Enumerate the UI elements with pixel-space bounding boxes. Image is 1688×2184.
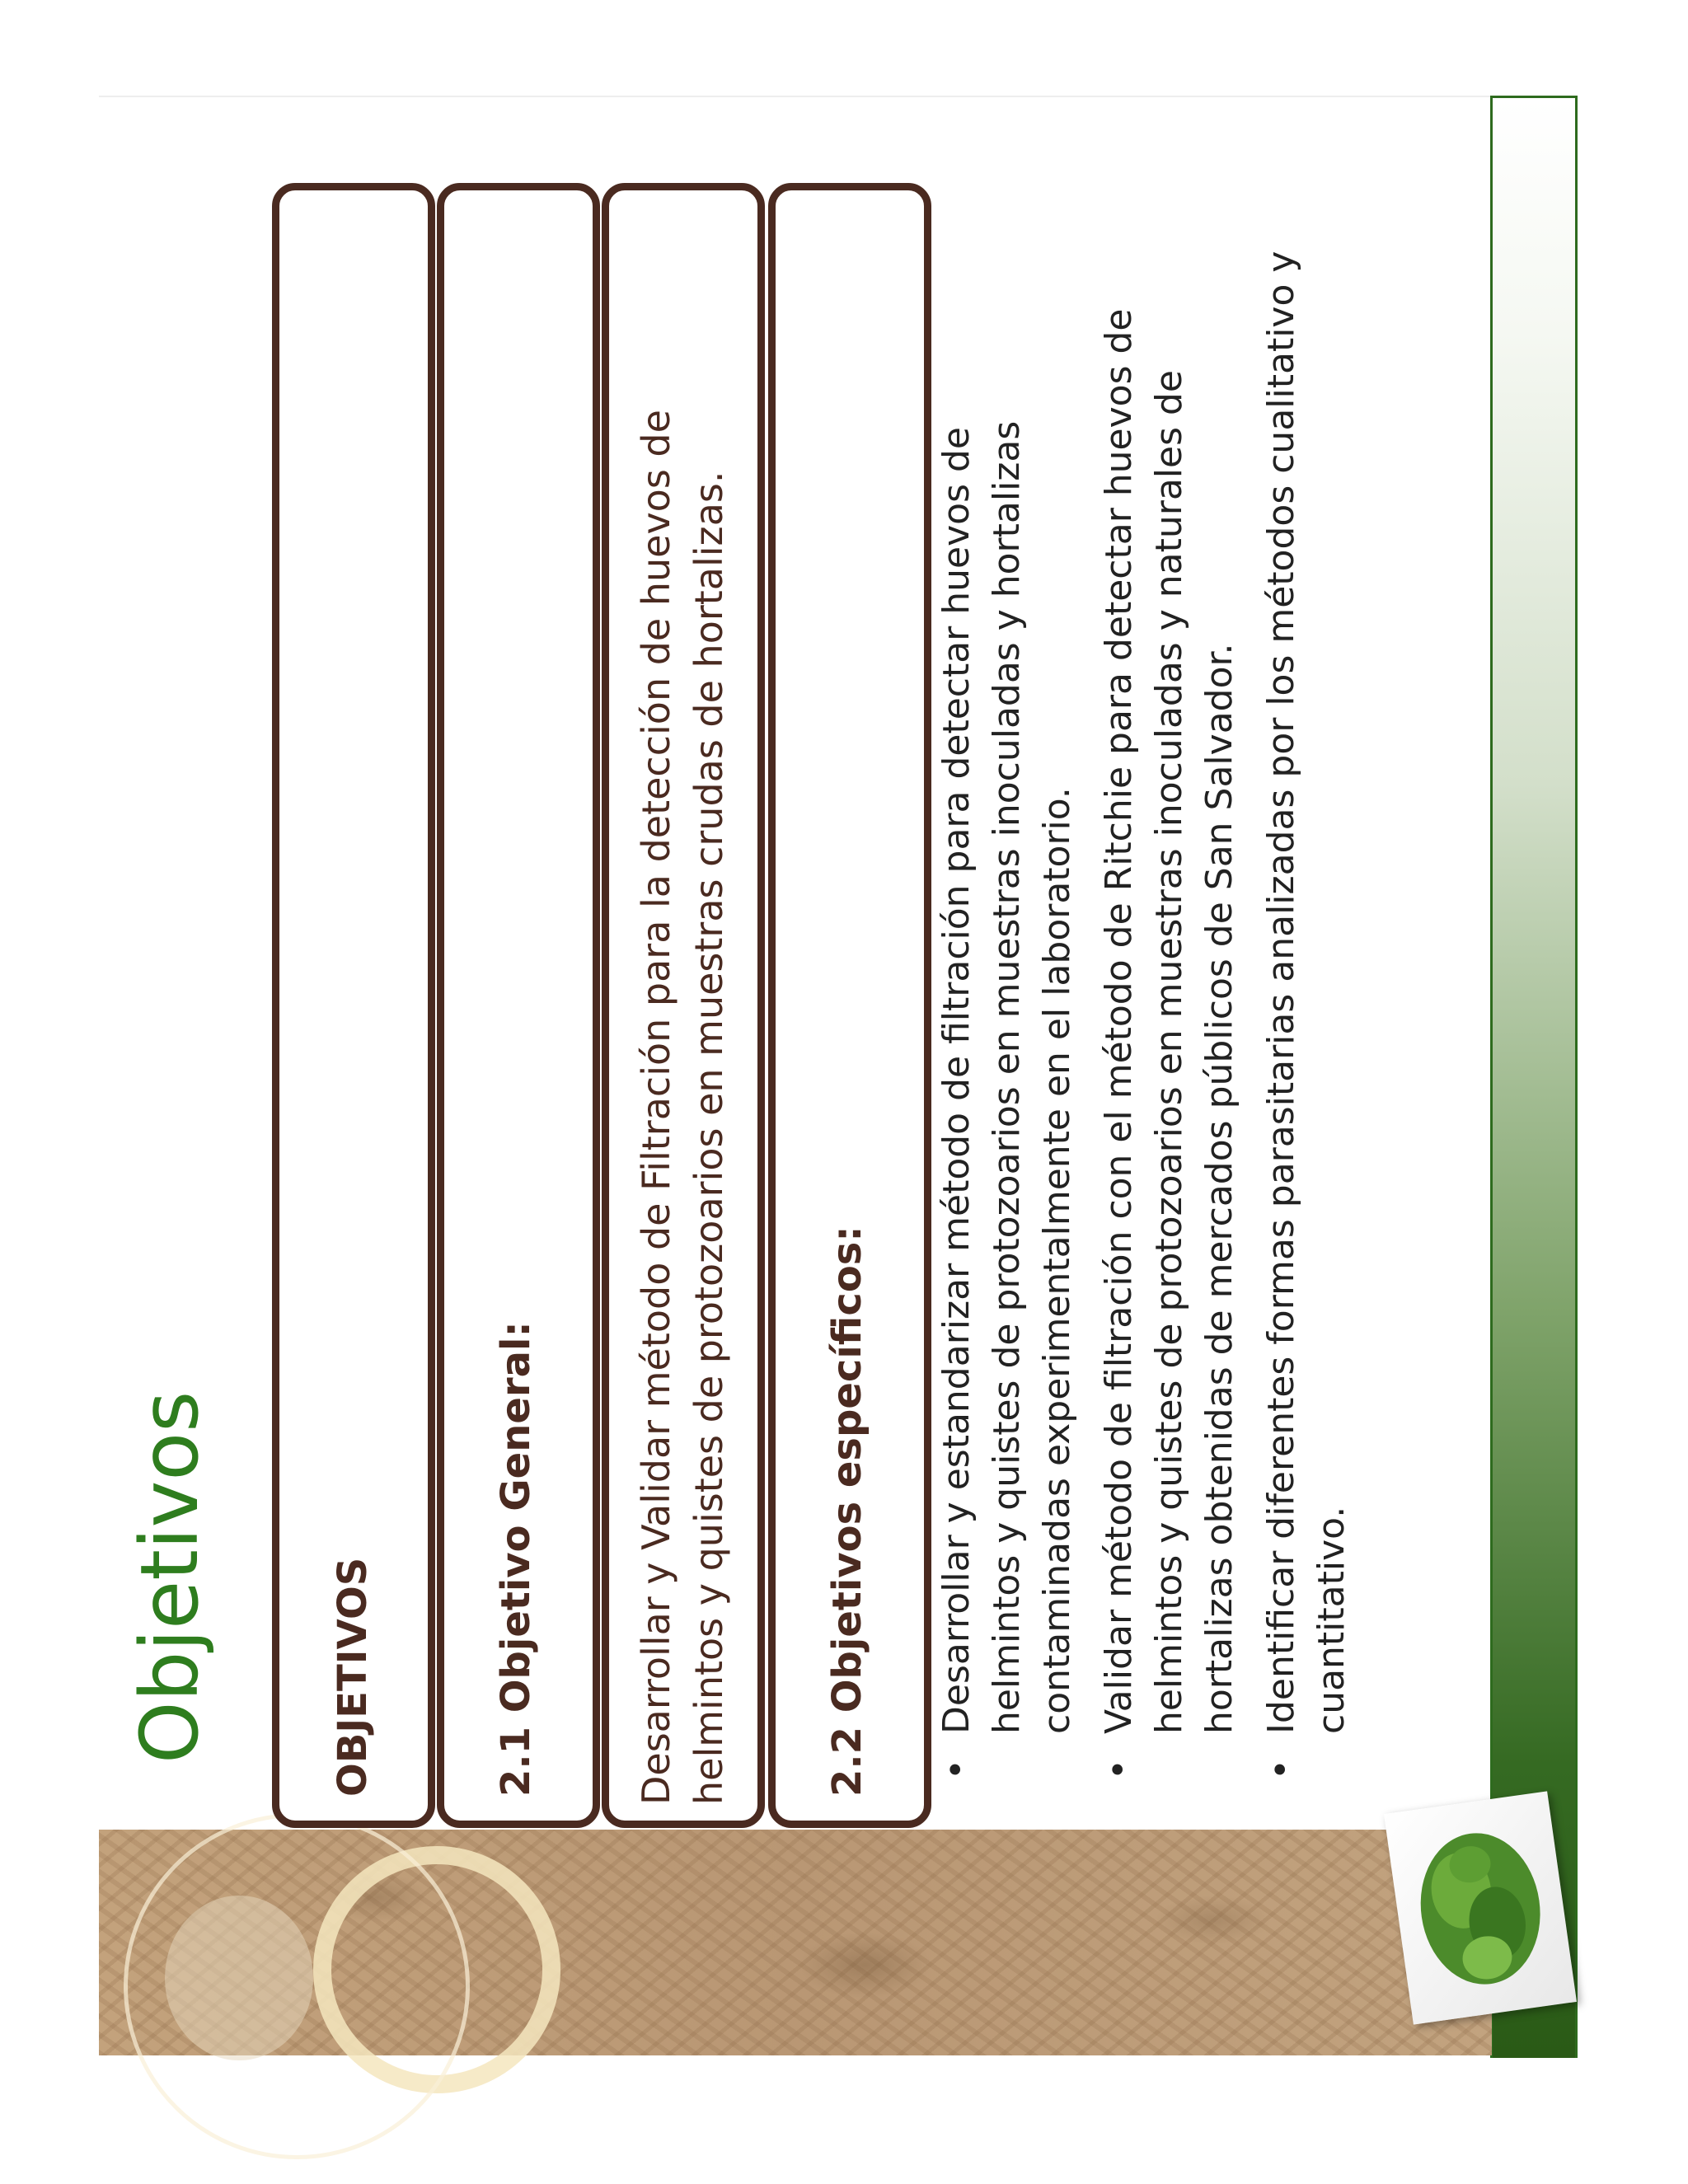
objetivos-heading: OBJETIVOS [330, 1557, 376, 1797]
specific-objectives-list [931, 247, 1368, 1780]
general-heading: 2.1 Objetivo General: [493, 1321, 539, 1797]
bullet-text: Desarrollar y estandarizar método de filtración para detectar huevos de helmintos y quistes de protozoarios en muestras inoculadas y hortalizas contaminadas experimentalmente en el laboratorio. [935, 420, 1078, 1734]
decorative-linen-disc [165, 1896, 313, 2060]
bullet-text: Identificar diferentes formas parasitarias analizadas por los métodos cualitativo y cuantitativo. [1260, 251, 1353, 1734]
bullet-icon: • [1098, 1759, 1140, 1780]
lettuce-icon [1384, 1791, 1577, 2024]
list-item [1256, 247, 1357, 1780]
slide-title: Objetivos [124, 1390, 216, 1764]
lettuce-photo-card [1384, 1791, 1577, 2024]
list-item [1094, 247, 1245, 1780]
bullet-icon: • [935, 1759, 978, 1780]
bullet-icon: • [1260, 1759, 1302, 1780]
list-item [931, 247, 1082, 1780]
right-gradient-bar [1490, 96, 1578, 2058]
specific-heading: 2.2 Objetivos específicos: [824, 1226, 870, 1797]
general-text: Desarrollar y Validar método de Filtración para la detección de huevos de helmintos y quistes de protozoarios en muestras crudas de hortalizas. [634, 410, 731, 1805]
bullet-text: Validar método de filtración con el método de Ritchie para detectar huevos de helmintos y quistes de protozoarios en muestras inoculadas y naturales de hortalizas obtenidas de mercados públicos de San Salvador. [1098, 308, 1240, 1734]
